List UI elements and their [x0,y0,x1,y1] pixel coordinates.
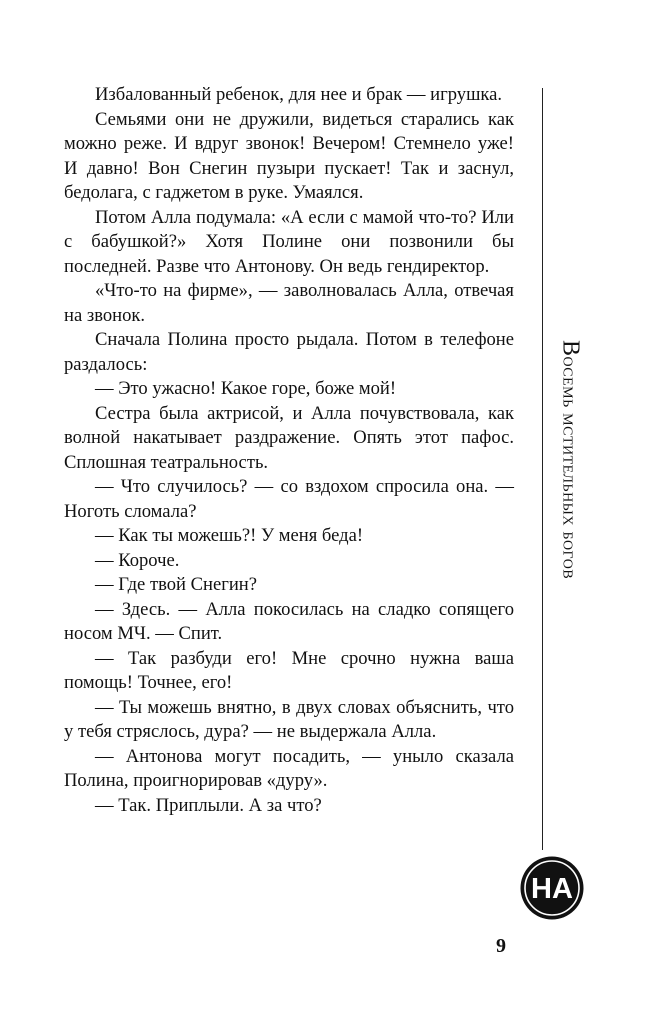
paragraph: — Короче. [95,549,180,571]
paragraph: — Так. Приплыли. А за что? [95,794,322,816]
publisher-logo-icon [519,855,585,921]
paragraph: Сначала Полина просто рыдала. Потом в телефоне раздалось: [64,329,514,375]
page-body [64,83,514,818]
paragraph: — Где твой Снегин? [95,574,258,595]
page-number: 9 [496,935,506,957]
paragraph: — Это ужасно! Какое горе, боже мой! [95,378,397,399]
paragraph: — Здесь. — Алла покосилась на сладко сопящего носом МЧ. — Спит. [64,598,514,644]
margin-divider [542,88,543,850]
paragraph: — Как ты можешь?! У меня беда! [95,525,364,546]
paragraph: — Так разбуди его! Мне срочно нужна ваша помощь! Точнее, его! [64,647,514,693]
paragraph: — Что случилось? — со вздохом спросила она. — Ноготь сломала? [64,476,514,522]
paragraph: «Что-то на фирме», — заволновалась Алла, отвечая на звонок. [64,280,514,326]
running-title-initial: В [557,340,584,357]
paragraph: Избалованный ребенок, для нее и брак — игрушка. [95,84,503,105]
paragraph: — Ты можешь внятно, в двух словах объяснить, что у тебя стряслось, дура? — не выдержала Алла. [64,696,514,742]
running-title [557,340,584,579]
logo-text: HA [531,873,573,905]
paragraph: Сестра была актрисой, и Алла почувствовала, как волной накатывает раздражение. Опять этот пафос. Сплошная театральность. [64,402,514,473]
paragraph: — Антонова могут посадить, — уныло сказала Полина, проигнорировав «дуру». [64,745,514,791]
paragraph: Потом Алла подумала: «А если с мамой что-то? Или с бабушкой?» Хотя Полине они позвонили бы последней. Разве что Антонову. Он ведь гендиректор. [64,206,514,277]
paragraph: Семьями они не дружили, видеться старались как можно реже. И вдруг звонок! Вечером! Стемнело уже! И давно! Вон Снегин пузыри пускает! Так и заснул, бедолага, с гаджетом в руке. Умаялся. [64,108,514,203]
running-title-text: осемь мстительных богов [558,356,581,580]
